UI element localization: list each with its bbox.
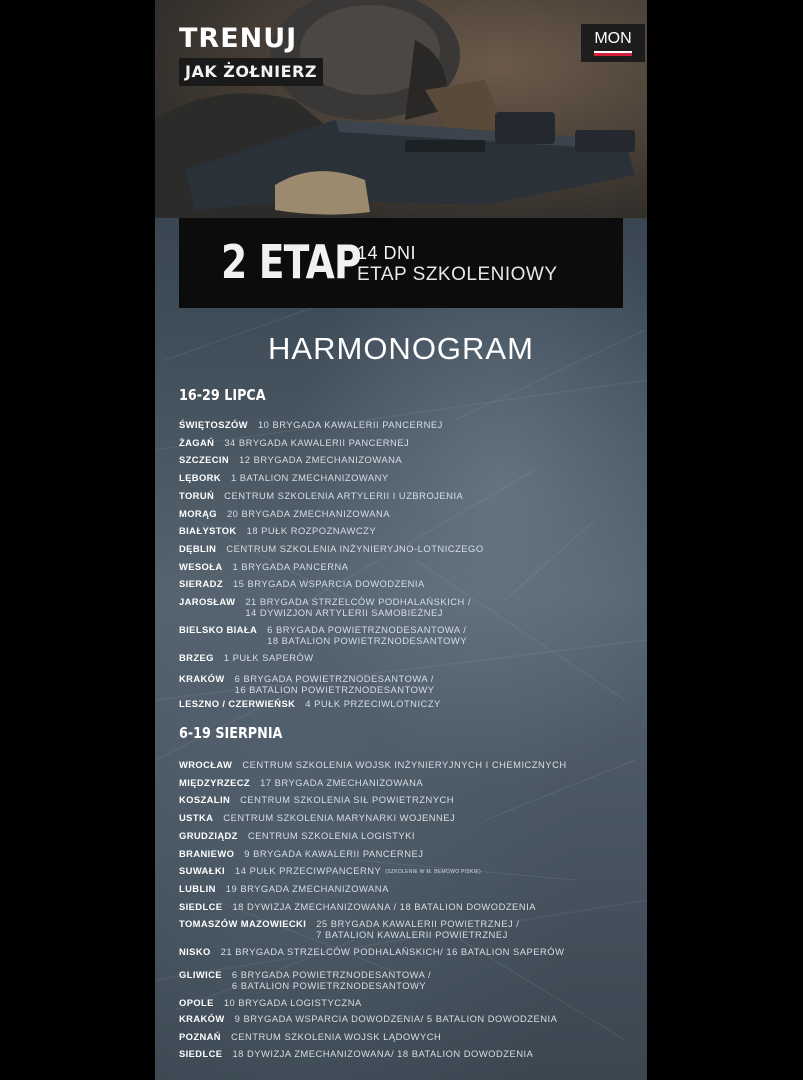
unit-line: CENTRUM SZKOLENIA ARTYLERII I UZBROJENIA [224,490,464,501]
unit-name [235,1014,558,1025]
schedule-row [179,699,441,710]
schedule-row [179,674,435,695]
city-name: WESOŁA [179,561,223,572]
schedule-row [179,653,314,664]
unit-line: 14 DYWIZJON ARTYLERII SAMOBIEŻNEJ [245,606,443,618]
unit-name [240,795,454,806]
schedule-row [179,884,389,895]
unit-line: CENTRUM SZKOLENIA INŻYNIERYJNO-LOTNICZEGO [226,543,484,554]
unit-line: CENTRUM SZKOLENIA WOJSK INŻYNIERYJNYCH I CHEMICZNYCH [242,759,567,770]
unit-line: 10 BRYGADA KAWALERII PANCERNEJ [257,419,443,430]
poster [155,0,647,1080]
city-name: LESZNO / CZERWIEŃSK [179,698,296,709]
schedule-row [179,509,390,520]
schedule-row [179,420,443,431]
unit-line: 21 BRYGADA STRZELCÓW PODHALAŃSKICH/ 16 BATALION SAPERÓW [220,946,565,957]
unit-name [242,760,566,771]
unit-line: 9 BRYGADA WSPARCIA DOWODZENIA/ 5 BATALION DOWODZENIA [234,1013,558,1024]
unit-name [239,455,402,466]
schedule-row [179,998,362,1009]
unit-name [221,947,565,958]
city-name: BRANIEWO [179,848,235,859]
city-name: KRAKÓW [179,1013,225,1024]
schedule-row [179,1049,533,1060]
stage-description: ETAP SZKOLENIOWY [357,264,558,285]
unit-name [224,998,362,1009]
schedule-row [179,778,423,789]
unit-line: 6 BRYGADA POWIETRZNODESANTOWA / [231,969,432,980]
unit-name [227,509,390,520]
unit-line: 12 BRYGADA ZMECHANIZOWANA [239,454,403,465]
unit-line: 1 PUŁK SAPERÓW [223,652,314,663]
city-name: ŻAGAŃ [179,437,215,448]
stage-number: 2 ETAP [221,235,361,289]
schedule-row [179,760,567,771]
city-name: BIAŁYSTOK [179,525,237,536]
unit-name [224,491,463,502]
schedule-row [179,970,431,991]
unit-line: 1 BATALION ZMECHANIZOWANY [230,472,389,483]
city-name: SUWAŁKI [179,865,226,876]
unit-line: 25 BRYGADA KAWALERII POWIETRZNEJ / [316,918,520,929]
unit-line: 14 PUŁK PRZECIWPANCERNY (SZKOLENIE W M. BEMOWO PISKIE) [235,865,481,876]
unit-line: 10 BRYGADA LOGISTYCZNA [223,997,362,1008]
logo-subtitle: JAK ŻOŁNIERZ [179,58,323,86]
unit-name [226,884,389,895]
schedule-row [179,579,425,590]
schedule-row [179,438,409,449]
unit-line: CENTRUM SZKOLENIA LOGISTYKI [247,830,415,841]
unit-name [258,420,443,431]
unit-name [260,778,423,789]
city-name: MORĄG [179,508,217,519]
schedule-row [179,1032,441,1043]
unit-name [224,438,409,449]
unit-name [231,1032,441,1043]
schedule-row [179,597,471,618]
unit-line: CENTRUM SZKOLENIA WOJSK LĄDOWYCH [230,1031,442,1042]
city-name: SIERADZ [179,578,223,589]
schedule-row [179,473,389,484]
schedule-row [179,947,564,958]
unit-line: 18 PUŁK ROZPOZNAWCZY [246,525,377,536]
unit-name [232,970,431,991]
unit-name [226,544,483,555]
schedule-row [179,544,484,555]
schedule-row [179,866,481,878]
city-name: TOMASZÓW MAZOWIECKI [179,918,307,929]
unit-line: 6 BRYGADA POWIETRZNODESANTOWA / [234,673,434,684]
unit-line: 6 BATALION POWIETRZNODESANTOWY [231,979,427,991]
unit-name [245,597,471,618]
city-name: TORUŃ [179,490,215,501]
unit-name [244,849,423,860]
unit-name [316,919,519,940]
city-name: SIEDLCE [179,901,223,912]
schedule-row [179,526,376,537]
schedule-row [179,562,349,573]
schedule-row [179,902,536,913]
schedule-row [179,491,463,502]
unit-name [232,1049,533,1060]
city-name: NISKO [179,946,211,957]
city-name: BIELSKO BIAŁA [179,624,258,635]
unit-name [248,831,415,842]
city-name: OPOLE [179,997,214,1008]
unit-name [247,526,376,537]
unit-line: 7 BATALION KAWALERII POWIETRZNEJ [316,928,508,940]
city-name: DĘBLIN [179,543,217,554]
city-name: KRAKÓW [179,673,225,684]
unit-name [231,473,389,484]
city-name: LĘBORK [179,472,221,483]
city-name: POZNAŃ [179,1031,221,1042]
city-name: BRZEG [179,652,214,663]
city-name: ŚWIĘTOSZÓW [179,419,248,430]
schedule-row [179,1014,557,1025]
page-title: HARMONOGRAM [268,331,534,366]
schedule-row [179,831,415,842]
hero-photo [155,0,647,218]
unit-line: CENTRUM SZKOLENIA MARYNARKI WOJENNEJ [223,812,456,823]
unit-note: (SZKOLENIE W M. BEMOWO PISKIE) [385,869,481,875]
unit-name [223,813,455,824]
unit-line: 1 BRYGADA PANCERNA [232,561,349,572]
unit-line: 9 BRYGADA KAWALERII PANCERNEJ [244,848,424,859]
unit-name [224,653,314,664]
stage-banner [179,218,623,308]
unit-line: 15 BRYGADA WSPARCIA DOWODZENIA [232,578,425,589]
schedule-row [179,455,402,466]
unit-name [235,674,435,695]
mon-label: MON [594,30,632,47]
unit-name [267,625,467,646]
city-name: USTKA [179,812,214,823]
polish-flag-icon [594,51,632,56]
city-name: GLIWICE [179,969,222,980]
city-name: WROCŁAW [179,759,233,770]
city-name: JAROSŁAW [179,596,236,607]
city-name: LUBLIN [179,883,216,894]
unit-line: 18 DYWIZJA ZMECHANIZOWANA/ 18 BATALION DOWODZENIA [232,1048,534,1059]
city-name: SZCZECIN [179,454,230,465]
city-name: SIEDLCE [179,1048,223,1059]
schedule-row [179,813,455,824]
city-name: KOSZALIN [179,794,231,805]
mon-badge [581,24,645,62]
unit-name [305,699,441,710]
schedule-row [179,795,454,806]
unit-line: 18 DYWIZJA ZMECHANIZOWANA / 18 BATALION DOWODZENIA [232,901,536,912]
unit-line: 19 BRYGADA ZMECHANIZOWANA [225,883,389,894]
period-heading-1: 16-29 LIPCA [179,386,266,404]
unit-name [235,866,481,878]
unit-line: 16 BATALION POWIETRZNODESANTOWY [234,683,435,695]
unit-line: 17 BRYGADA ZMECHANIZOWANA [260,777,424,788]
schedule-row [179,625,467,646]
unit-line: 6 BRYGADA POWIETRZNODESANTOWA / [267,624,467,635]
schedule-row [179,849,423,860]
unit-line: 18 BATALION POWIETRZNODESANTOWY [267,634,468,646]
logo [179,24,323,86]
stage-duration: 14 DNI [357,243,417,263]
schedule-row [179,919,519,940]
logo-title: TRENUJ [179,23,298,54]
unit-line: 4 PUŁK PRZECIWLOTNICZY [305,698,441,709]
period-heading-2: 6-19 SIERPNIA [179,724,283,742]
unit-name [233,579,425,590]
unit-line: 34 BRYGADA KAWALERII PANCERNEJ [224,437,410,448]
unit-line: 21 BRYGADA STRZELCÓW PODHALAŃSKICH / [245,596,472,607]
unit-line: CENTRUM SZKOLENIA SIŁ POWIETRZNYCH [240,794,455,805]
city-name: GRUDZIĄDZ [179,830,238,841]
unit-line: 20 BRYGADA ZMECHANIZOWANA [226,508,390,519]
unit-name [233,562,349,573]
city-name: MIĘDZYRZECZ [179,777,251,788]
unit-name [232,902,536,913]
